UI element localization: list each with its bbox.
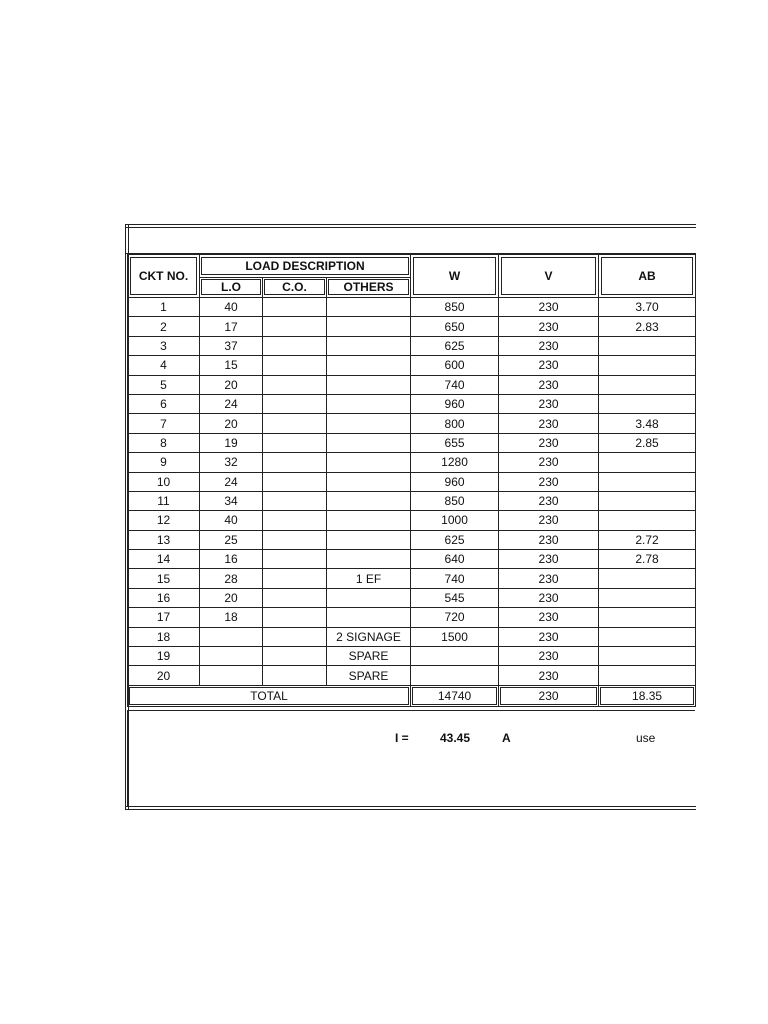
cell-v: 230	[499, 550, 599, 569]
col-header-ckt-no: CKT NO.	[128, 255, 200, 298]
load-schedule-table-wrap	[127, 254, 695, 710]
cell-co	[263, 433, 327, 452]
cell-ckt: 5	[128, 375, 200, 394]
cell-others	[327, 414, 411, 433]
table-row	[128, 336, 696, 355]
table-row	[128, 569, 696, 588]
table-row	[128, 550, 696, 569]
cell-lo	[200, 647, 263, 666]
table-row	[128, 472, 696, 491]
cell-ckt: 16	[128, 588, 200, 607]
current-unit: A	[502, 731, 511, 745]
cell-lo: 17	[200, 317, 263, 336]
cell-co	[263, 569, 327, 588]
frame-bottom-line	[125, 809, 696, 810]
cell-v: 230	[499, 666, 599, 685]
cell-ab	[599, 666, 696, 685]
table-row	[128, 453, 696, 472]
cell-w: 625	[411, 530, 499, 549]
cell-co	[263, 472, 327, 491]
cell-ckt: 4	[128, 356, 200, 375]
cell-ckt: 15	[128, 569, 200, 588]
cell-ckt: 8	[128, 433, 200, 452]
cell-ckt: 10	[128, 472, 200, 491]
cell-v: 230	[499, 511, 599, 530]
cell-others	[327, 317, 411, 336]
cell-lo: 19	[200, 433, 263, 452]
cell-w: 850	[411, 491, 499, 510]
cell-ab: 2.83	[599, 317, 696, 336]
cell-w: 655	[411, 433, 499, 452]
cell-w: 800	[411, 414, 499, 433]
cell-ab	[599, 647, 696, 666]
cell-others	[327, 298, 411, 317]
cell-others	[327, 530, 411, 549]
cell-ab	[599, 356, 696, 375]
cell-ckt: 19	[128, 647, 200, 666]
cell-ab	[599, 394, 696, 413]
cell-ckt: 9	[128, 453, 200, 472]
cell-co	[263, 491, 327, 510]
cell-ckt: 1	[128, 298, 200, 317]
cell-ckt: 7	[128, 414, 200, 433]
cell-ab	[599, 491, 696, 510]
cell-w: 850	[411, 298, 499, 317]
cell-lo: 25	[200, 530, 263, 549]
cell-ab	[599, 472, 696, 491]
cell-lo: 24	[200, 394, 263, 413]
cell-ckt: 13	[128, 530, 200, 549]
table-row	[128, 627, 696, 646]
cell-w: 1280	[411, 453, 499, 472]
use-label: use	[636, 731, 656, 745]
total-v: 230	[499, 685, 599, 706]
cell-lo: 28	[200, 569, 263, 588]
table-row	[128, 414, 696, 433]
cell-ab: 2.78	[599, 550, 696, 569]
table-row	[128, 394, 696, 413]
cell-ab	[599, 336, 696, 355]
cell-ckt: 14	[128, 550, 200, 569]
cell-ckt: 11	[128, 491, 200, 510]
table-row	[128, 491, 696, 510]
total-label: TOTAL	[128, 685, 411, 706]
table-body	[128, 298, 696, 686]
cell-v: 230	[499, 414, 599, 433]
cell-w: 545	[411, 588, 499, 607]
col-header-co: C.O.	[263, 277, 327, 297]
cell-v: 230	[499, 530, 599, 549]
cell-co	[263, 588, 327, 607]
cell-w: 1000	[411, 511, 499, 530]
col-header-others: OTHERS	[327, 277, 411, 297]
cell-others	[327, 394, 411, 413]
cell-ab	[599, 569, 696, 588]
cell-lo: 18	[200, 608, 263, 627]
cell-w: 640	[411, 550, 499, 569]
total-w: 14740	[411, 685, 499, 706]
cell-ab: 3.48	[599, 414, 696, 433]
cell-co	[263, 298, 327, 317]
cell-lo: 20	[200, 588, 263, 607]
load-schedule-table	[127, 254, 696, 707]
cell-lo: 37	[200, 336, 263, 355]
total-row	[128, 685, 696, 706]
cell-ab	[599, 511, 696, 530]
cell-co	[263, 627, 327, 646]
cell-v: 230	[499, 588, 599, 607]
cell-others	[327, 550, 411, 569]
cell-others: 1 EF	[327, 569, 411, 588]
cell-lo: 20	[200, 375, 263, 394]
cell-v: 230	[499, 317, 599, 336]
frame-top-line-inner	[125, 227, 696, 228]
cell-v: 230	[499, 394, 599, 413]
cell-lo: 15	[200, 356, 263, 375]
cell-ckt: 3	[128, 336, 200, 355]
cell-ab	[599, 608, 696, 627]
cell-ab: 2.72	[599, 530, 696, 549]
cell-others	[327, 491, 411, 510]
cell-ab	[599, 453, 696, 472]
cell-others: 2 SIGNAGE	[327, 627, 411, 646]
cell-ckt: 12	[128, 511, 200, 530]
cell-co	[263, 317, 327, 336]
cell-v: 230	[499, 453, 599, 472]
table-row	[128, 356, 696, 375]
table-row	[128, 317, 696, 336]
cell-others	[327, 356, 411, 375]
cell-ckt: 18	[128, 627, 200, 646]
cell-v: 230	[499, 608, 599, 627]
cell-co	[263, 511, 327, 530]
summary-box	[127, 710, 695, 807]
cell-co	[263, 666, 327, 685]
cell-lo: 40	[200, 298, 263, 317]
cell-co	[263, 375, 327, 394]
cell-others	[327, 433, 411, 452]
cell-w: 960	[411, 394, 499, 413]
cell-w: 740	[411, 375, 499, 394]
cell-v: 230	[499, 627, 599, 646]
panel-schedule-sheet	[125, 224, 696, 810]
cell-co	[263, 394, 327, 413]
cell-w: 1500	[411, 627, 499, 646]
cell-v: 230	[499, 569, 599, 588]
cell-others: SPARE	[327, 647, 411, 666]
cell-lo: 20	[200, 414, 263, 433]
cell-others	[327, 375, 411, 394]
cell-lo	[200, 627, 263, 646]
cell-v: 230	[499, 491, 599, 510]
current-label: I =	[395, 731, 409, 745]
table-row	[128, 666, 696, 685]
cell-v: 230	[499, 298, 599, 317]
cell-w	[411, 647, 499, 666]
cell-co	[263, 550, 327, 569]
col-header-ab: AB	[599, 255, 696, 298]
cell-w: 960	[411, 472, 499, 491]
cell-w: 625	[411, 336, 499, 355]
cell-ckt: 6	[128, 394, 200, 413]
table-row	[128, 298, 696, 317]
cell-ab	[599, 627, 696, 646]
cell-others	[327, 472, 411, 491]
cell-co	[263, 647, 327, 666]
cell-w: 600	[411, 356, 499, 375]
table-row	[128, 433, 696, 452]
cell-v: 230	[499, 472, 599, 491]
cell-ckt: 20	[128, 666, 200, 685]
cell-lo: 24	[200, 472, 263, 491]
table-row	[128, 647, 696, 666]
frame-top-line	[125, 224, 696, 225]
col-header-lo: L.O	[200, 277, 263, 297]
table-row	[128, 511, 696, 530]
cell-co	[263, 530, 327, 549]
cell-lo: 40	[200, 511, 263, 530]
cell-others: SPARE	[327, 666, 411, 685]
total-ab: 18.35	[599, 685, 696, 706]
table-row	[128, 375, 696, 394]
cell-others	[327, 511, 411, 530]
cell-v: 230	[499, 375, 599, 394]
table-row	[128, 530, 696, 549]
cell-ckt: 17	[128, 608, 200, 627]
table-row	[128, 588, 696, 607]
cell-co	[263, 356, 327, 375]
cell-co	[263, 453, 327, 472]
cell-co	[263, 336, 327, 355]
cell-others	[327, 336, 411, 355]
cell-ab: 3.70	[599, 298, 696, 317]
cell-ab	[599, 375, 696, 394]
cell-co	[263, 608, 327, 627]
cell-lo: 32	[200, 453, 263, 472]
cell-w: 740	[411, 569, 499, 588]
cell-w	[411, 666, 499, 685]
cell-ckt: 2	[128, 317, 200, 336]
cell-others	[327, 453, 411, 472]
cell-w: 650	[411, 317, 499, 336]
cell-ab	[599, 588, 696, 607]
cell-co	[263, 414, 327, 433]
cell-w: 720	[411, 608, 499, 627]
table-row	[128, 608, 696, 627]
cell-others	[327, 608, 411, 627]
cell-lo: 16	[200, 550, 263, 569]
cell-ab: 2.85	[599, 433, 696, 452]
cell-v: 230	[499, 647, 599, 666]
col-header-w: W	[411, 255, 499, 298]
col-header-v: V	[499, 255, 599, 298]
cell-v: 230	[499, 433, 599, 452]
cell-lo	[200, 666, 263, 685]
cell-v: 230	[499, 356, 599, 375]
current-value: 43.45	[440, 731, 471, 745]
cell-others	[327, 588, 411, 607]
col-header-load-description: LOAD DESCRIPTION	[200, 255, 411, 278]
frame-left-line	[125, 224, 126, 810]
cell-lo: 34	[200, 491, 263, 510]
cell-v: 230	[499, 336, 599, 355]
